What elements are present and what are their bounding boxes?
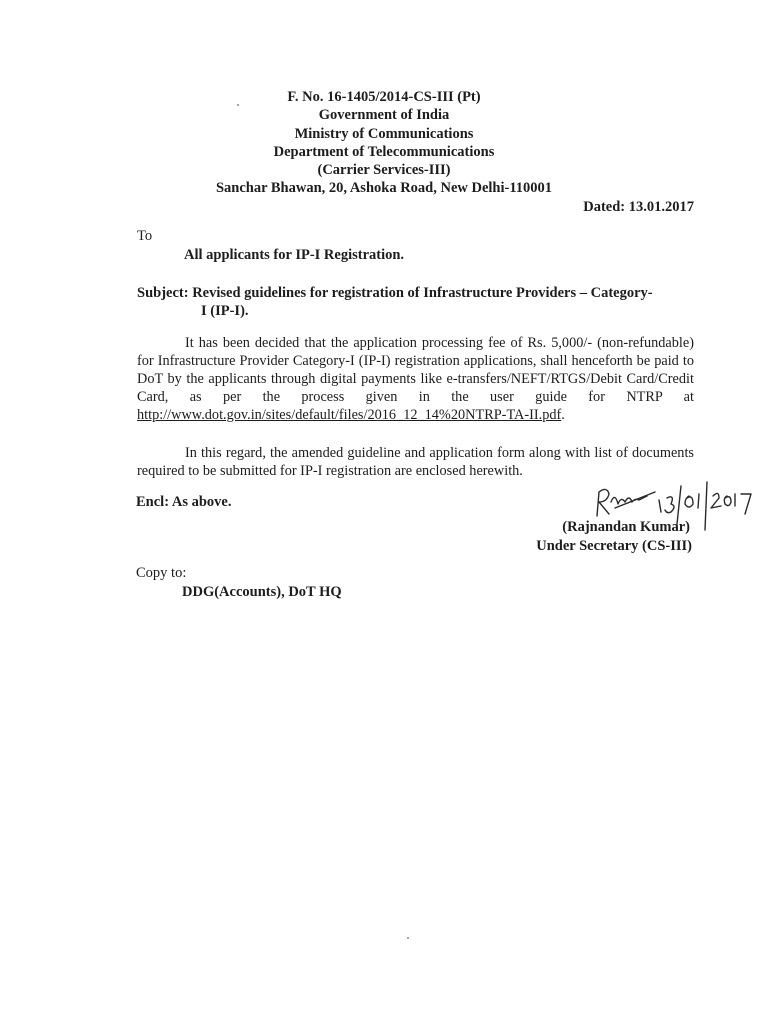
signatory-name: (Rajnandan Kumar) [562,519,690,535]
copy-to-recipient: DDG(Accounts), DoT HQ [182,584,342,600]
body-paragraph-2: In this regard, the amended guideline and application form along with list of documents required to be submitted for IP-I registration are enclosed herewith. [137,445,694,479]
enclosure-note: Encl: As above. [136,494,232,510]
scan-speck [407,937,409,939]
header-department: Department of Telecommunications [273,143,495,160]
subject-text-1: Revised guidelines for registration of Infrastructure Providers – Category- [192,285,653,301]
signatory-designation: Under Secretary (CS-III) [536,538,692,554]
paragraph-1-text: It has been decided that the application processing fee of Rs. 5,000/- (non-refundable) for Infrastructure Provider Category-I (IP-I) registration applications, shall henceforth be paid to DoT by the applicants through digital payments like e-transfers/NEFT/RTGS/Debit Card/Credit Card, as per the process given in the user guide for NTRP at [137,335,694,405]
ntrp-user-guide-link[interactable]: http://www.dot.gov.in/sites/default/files/2016_12_14%20NTRP-TA-II.pdf [137,407,562,423]
paragraph-1-end: . [561,407,565,423]
header-ministry: Ministry of Communications [294,125,474,142]
copy-to-label: Copy to: [136,565,187,581]
subject-line-2: I (IP-I). [201,302,249,319]
file-number: F. No. 16-1405/2014-CS-III (Pt) [287,89,481,105]
header-government: Government of India [318,107,450,124]
body-paragraph-1 [137,334,694,424]
to-label: To [137,228,153,244]
subject-line-1 [137,285,697,303]
scan-speck [237,104,239,106]
subject-block [137,285,697,320]
header-address: Sanchar Bhawan, 20, Ashoka Road, New Delhi-110001 [215,180,553,197]
header-division: (Carrier Services-III) [317,162,451,179]
to-recipient: All applicants for IP-I Registration. [184,247,405,263]
letter-date: Dated: 13.01.2017 [583,199,694,215]
subject-label: Subject: [137,285,189,301]
signatory-block [536,518,692,556]
letter-header [0,88,768,198]
